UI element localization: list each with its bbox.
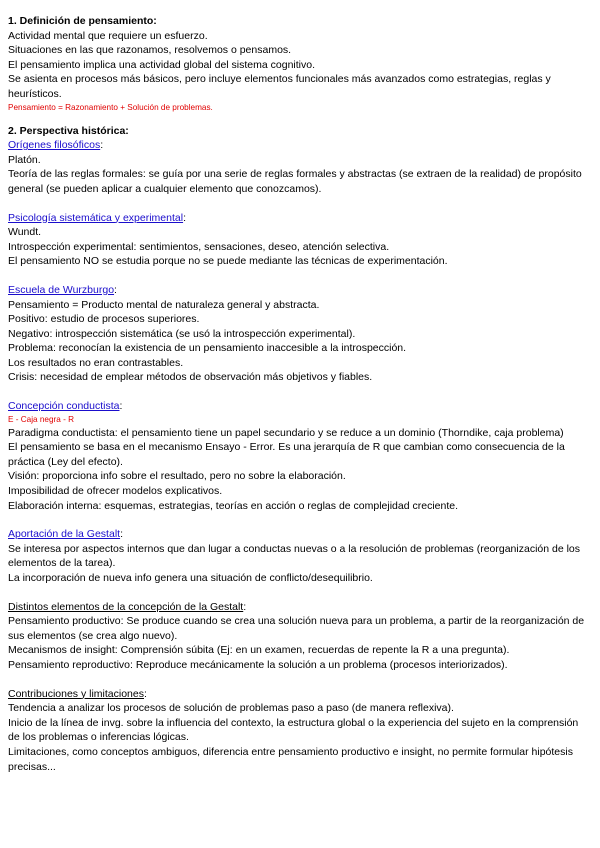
gestalt-line-1: Se interesa por aspectos internos que dan lugar a conductas nuevas o a la resolución de problemas (reorganización de los elementos de la tarea). [8,542,581,570]
elementos-line-3: Pensamiento reproductivo: Reproduce mecánicamente la solución a un problema (procesos interiorizados). [8,658,508,671]
contribuciones-line-3: Limitaciones, como conceptos ambiguos, diferencia entre pensamiento productivo e insight, no permite formular hipótesis precisas... [8,745,573,773]
wurzburgo-line-4: Problema: reconocían la existencia de un pensamiento inaccesible a la introspección. [8,342,407,355]
conductista-line-3: Visión: proporciona info sobre el resultado, pero no sobre la elaboración. [8,470,346,483]
psicologia-line-3: El pensamiento NO se estudia porque no se puede mediante las técnicas de experimentación. [8,255,448,268]
s1-line-2: Situaciones en las que razonamos, resolvemos o pensamos. [8,44,292,57]
wurzburgo-line-3: Negativo: introspección sistemática (se usó la introspección experimental). [8,327,356,340]
s1-formula: Pensamiento = Razonamiento + Solución de problemas. [8,102,213,112]
origenes-link[interactable]: Orígenes filosóficos [8,139,101,152]
wurzburgo-line-5: Los resultados no eran contrastables. [8,356,184,369]
conductista-line-2: El pensamiento se basa en el mecanismo Ensayo - Error. Es una jerarquía de R que cambian como consecuencia de la práctica (Ley del efecto). [8,441,565,468]
wurzburgo-line-2: Positivo: estudio de procesos superiores. [8,313,200,326]
document-page: 1. Definición de pensamiento: Actividad mental que requiere un esfuerzo. Situaciones en las que razonamos, resolvemos o pensamos. El pensamiento implica una actividad global del sistema cognitivo. Se asienta en procesos más básicos, pero incluye elementos funcionales más avanzados como estrategias, reglas y heurísticos. Pensamiento = Razonamiento + Solución de problemas. 2. Perspectiva histórica: Orígenes filosóficos: Platón. Teoría de las reglas formales: se guía por una serie de reglas formales y abstractas (se extraen de la realidad) de propósito general (se pueden aplicar a cualquier elemento que conozcamos). Psicología sistemática y experimental: Wundt. Introspección experimental: sentimientos, sensaciones, deseo, atención selectiva. El pensamiento NO se estudia porque no se puede mediante las técnicas de experimentación. Escuela de Wurzburgo: Pensamiento = Producto mental de naturaleza general y abstracta. Positivo: estudio de procesos superiores. Negativo: introspección sistemática (se usó la introspección experimental). Problema: reconocían la existencia de un pensamiento inaccesible a la introspección. Los resultados no eran contrastables. Crisis: necesidad de emplear métodos de observación más objetivos y fiables. Concepción conductista: E - Caja negra - R Paradigma conductista: el pensamiento tiene un papel secundario y se reduce a un dominio (Thorndike, caja problema) El pensamiento se basa en el mecanismo Ensayo - Error. Es una jerarquía de R que cambian como consecuencia de la práctica (Ley del efecto). Visión: proporciona info sobre el resultado, pero no sobre la elaboración. Imposibilidad de ofrecer modelos explicativos. Elaboración interna: esquemas, estrategias, teorías en acción o reglas de complejidad creciente. Aportación de la Gestalt: Se interesa por aspectos internos que dan lugar a conductas nuevas o a la resolución de problemas (reorganización de los elementos de la tarea). La incorporación de nueva info genera una situación de conflicto/desequilibrio. Distintos elementos de la concepción de la Gestalt: Pensamiento productivo: Se produce cuando se crea una solución nueva para un problema, a partir de la reorganización de sus elementos (se crea algo nuevo). Mecanismos de insight: Comprensión súbita (Ej: en un examen, recuerdas de repente la R a una pregunta). Pensamiento reproductivo: Reproduce mecánicamente la solución a un problema (procesos interiorizados). Contribuciones y limitaciones: Tendencia a analizar los procesos de solución de problemas paso a paso (de manera reflexiva). Inicio de la línea de invg. sobre la influencia del contexto, la estructura global o la experiencia del sujeto en la comprensión de los problemas o inferencias lógicas. Limitaciones, como conceptos ambiguos, diferencia entre pensamiento productivo e insight, no permite formular hipótesis precisas... [0,0,600,774]
conductista-link[interactable]: Concepción conductista [8,400,120,413]
contribuciones-title: Contribuciones y limitaciones [8,687,144,700]
elementos-line-1: Pensamiento productivo: Se produce cuando se crea una solución nueva para un problema, a partir de la reorganización de sus elementos (se crea algo nuevo). [8,615,585,642]
elementos-line-2: Mecanismos de insight: Comprensión súbita (Ej: en un examen, recuerdas de repente la R a una pregunta). [8,644,510,657]
elementos-title: Distintos elementos de la concepción de la Gestalt [8,600,244,613]
conductista-line-5: Elaboración interna: esquemas, estrategias, teorías en acción o reglas de complejidad creciente. [8,499,459,512]
origenes-line-1: Platón. [8,153,41,166]
contribuciones-line-1: Tendencia a analizar los procesos de solución de problemas paso a paso (de manera reflexiva). [8,702,454,715]
conductista-line-1: Paradigma conductista: el pensamiento tiene un papel secundario y se reduce a un dominio (Thorndike, caja problema) [8,426,564,439]
contribuciones-line-2: Inicio de la línea de invg. sobre la influencia del contexto, la estructura global o la experiencia del sujeto en la comprensión de los problemas o inferencias lógicas. [8,716,579,744]
conductista-line-4: Imposibilidad de ofrecer modelos explicativos. [8,485,223,498]
gestalt-link[interactable]: Aportación de la Gestalt [8,528,121,541]
psicologia-link[interactable]: Psicología sistemática y experimental [8,211,184,224]
gestalt-line-2: La incorporación de nueva info genera una situación de conflicto/desequilibrio. [8,572,373,584]
s1-line-4: Se asienta en procesos más básicos, pero incluye elementos funcionales más avanzados como estrategias, reglas y heurísticos. [8,73,551,100]
psicologia-line-2: Introspección experimental: sentimientos, sensaciones, deseo, atención selectiva. [8,240,390,253]
wurzburgo-line-1: Pensamiento = Producto mental de naturaleza general y abstracta. [8,298,320,311]
origenes-line-2: Teoría de las reglas formales: se guía por una serie de reglas formales y abstractas (se extraen de la realidad) de propósito general (se pueden aplicar a cualquier elemento que conozcamos). [8,168,582,195]
conductista-formula: E - Caja negra - R [8,414,74,424]
section-1-heading: 1. Definición de pensamiento: [8,15,157,27]
psicologia-line-1: Wundt. [8,226,42,239]
wurzburgo-link[interactable]: Escuela de Wurzburgo [8,283,115,296]
section-2-heading: 2. Perspectiva histórica: [8,124,129,137]
s1-line-3: El pensamiento implica una actividad global del sistema cognitivo. [8,58,316,71]
wurzburgo-line-6: Crisis: necesidad de emplear métodos de observación más objetivos y fiables. [8,371,373,384]
s1-line-1: Actividad mental que requiere un esfuerzo. [8,29,208,42]
